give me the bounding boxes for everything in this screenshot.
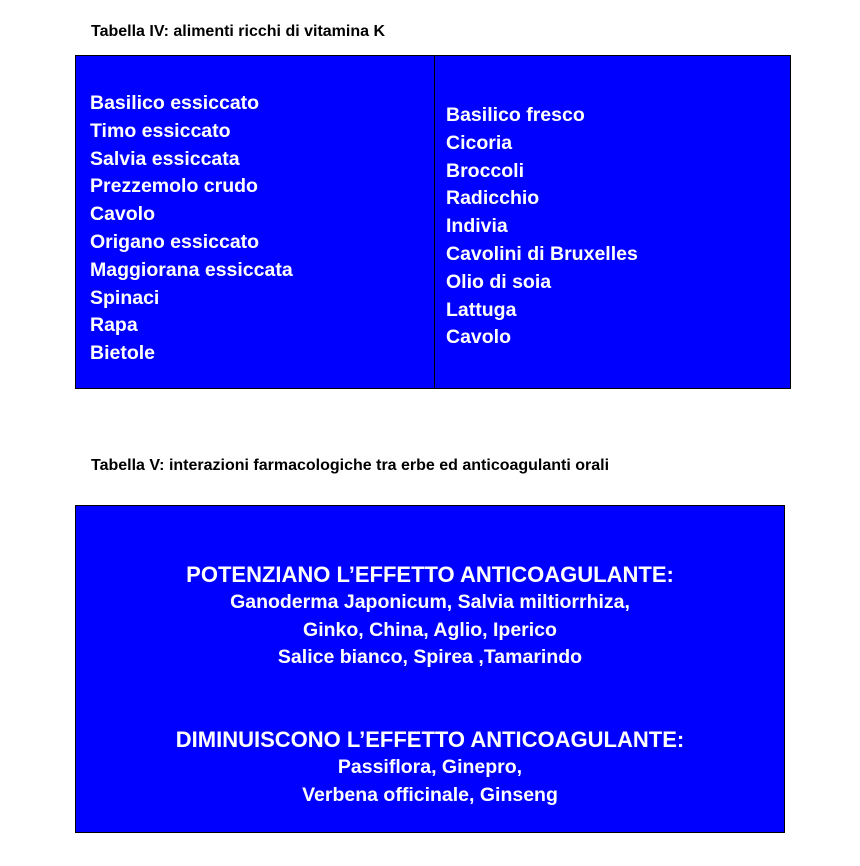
herb-interactions-table (75, 505, 785, 833)
herb-line: Verbena officinale, Ginseng (302, 783, 558, 806)
food-item: Broccoli (446, 159, 525, 182)
food-item: Cavolini di Bruxelles (446, 242, 638, 265)
herb-line: Salice bianco, Spirea ,Tamarindo (277, 646, 583, 668)
diminuiscono-section (76, 726, 784, 809)
food-item: Basilico fresco (446, 104, 585, 126)
table-iv-caption: Tabella IV: alimenti ricchi di vitamina K (91, 23, 386, 40)
food-item: Rapa (90, 314, 138, 337)
food-item: Spinaci (90, 286, 160, 309)
left-food-list (90, 90, 293, 368)
herb-line: Ginko, China, Aglio, Iperico (303, 618, 557, 641)
herb-line: Ganoderma Japonicum, Salvia miltiorrhiza, (230, 591, 630, 613)
food-item: Lattuga (446, 298, 517, 321)
food-item: Cavolo (446, 326, 512, 349)
food-item: Radicchio (446, 187, 540, 210)
table-v-caption: Tabella V: interazioni farmacologiche tra erbe ed anticoagulanti orali (91, 457, 610, 474)
food-item: Cicoria (446, 131, 513, 154)
herb-line: Passiflora, Ginepro, (337, 756, 523, 778)
food-item: Timo essiccato (90, 119, 231, 142)
diminuiscono-heading: DIMINUISCONO L’EFFETTO ANTICOAGULANTE: (175, 727, 685, 752)
potenziano-section (76, 561, 784, 672)
food-item: Origano essiccato (90, 230, 260, 253)
food-item: Prezzemolo crudo (90, 175, 258, 198)
potenziano-heading: POTENZIANO L’EFFETTO ANTICOAGULANTE: (186, 562, 674, 587)
right-food-list (446, 102, 638, 352)
food-item: Indivia (446, 215, 508, 238)
food-item: Basilico essiccato (90, 92, 260, 114)
vitamin-k-foods-table (75, 55, 791, 389)
food-item: Salvia essiccata (90, 147, 240, 170)
food-item: Bietole (90, 342, 156, 365)
food-item: Maggiorana essiccata (90, 258, 293, 281)
food-item: Cavolo (90, 203, 156, 226)
table-iv-left-column (76, 56, 435, 388)
table-iv-right-column (435, 56, 790, 388)
food-item: Olio di soia (446, 270, 552, 293)
